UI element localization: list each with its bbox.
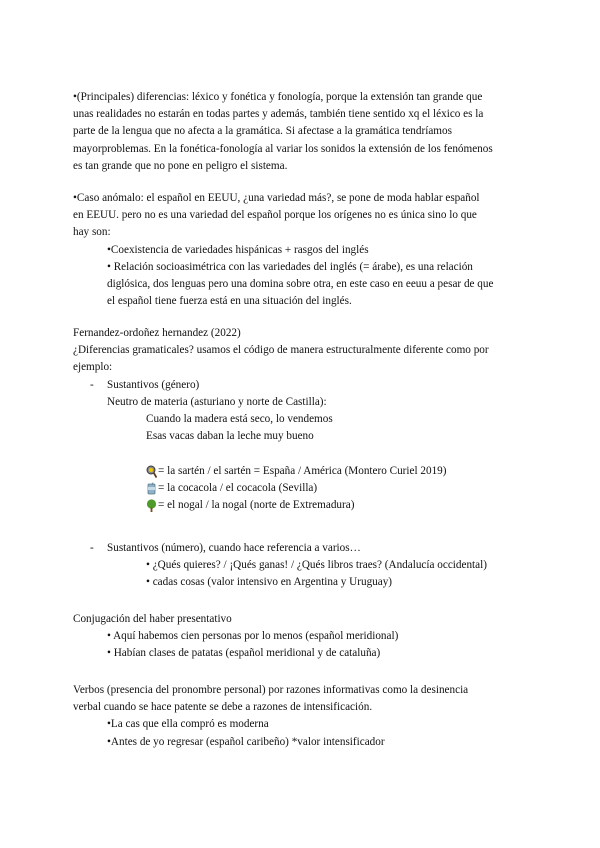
verbos-line: verbal cuando se hace patente se debe a razones de intensificación. xyxy=(73,701,373,714)
numero-bullet: • ¿Qués quieres? / ¡Qués ganas! / ¿Qués libros traes? (Andalucía occidental) xyxy=(146,559,487,572)
intro-line: •(Principales) diferencias: léxico y fonética y fonología, porque la extensión tan grande que xyxy=(73,91,483,103)
caso-line: hay son: xyxy=(73,226,111,239)
dash-item-numero xyxy=(73,540,527,557)
question-line: ejemplo: xyxy=(73,361,113,374)
frying-pan-icon xyxy=(146,465,157,478)
intro-line: parte de la lengua que no afecta a la gramática. Si afectase a la gramática tendríamos xyxy=(73,125,452,138)
numero-bullet: • cadas cosas (valor intensivo en Argentina y Uruguay) xyxy=(146,576,393,589)
tree-icon xyxy=(146,499,157,512)
cola-can-icon xyxy=(146,482,157,495)
verbos-line: Verbos (presencia del pronombre personal) por razones informativas como la desinencia xyxy=(73,684,469,696)
sustantivos-numero: Sustantivos (número), cuando hace referencia a varios… xyxy=(107,542,361,554)
caso-bullet-relacion xyxy=(107,259,527,311)
intro-line: es tan grande que no pone en peligro el sistema. xyxy=(73,159,288,172)
caso-bullet-coexistencia: •Coexistencia de variedades hispánicas + rasgos del inglés xyxy=(107,243,369,256)
caso-bullet-line: el español tiene fuerza está en una situación del inglés. xyxy=(107,295,352,308)
example-cocacola xyxy=(146,480,527,497)
example-nogal xyxy=(146,497,527,514)
dash-marker: - xyxy=(90,542,94,554)
neutro-materia: Neutro de materia (asturiano y norte de Castilla): xyxy=(107,395,327,408)
conjugacion-section xyxy=(73,611,527,663)
reference-section xyxy=(73,325,527,514)
verbos-bullet: •La cas que ella compró es moderna xyxy=(107,718,269,731)
caso-line: en EEUU. pero no es una variedad del español porque los orígenes no es única sino lo que xyxy=(73,209,477,222)
caso-line: •Caso anómalo: el español en EEUU, ¿una variedad más?, se pone de moda hablar español xyxy=(73,192,480,204)
sustantivos-genero: Sustantivos (género) xyxy=(107,378,200,391)
conjugacion-bullet: • Habían clases de patatas (español meridional y de cataluña) xyxy=(107,647,381,660)
verbos-section xyxy=(73,682,527,751)
intro-paragraph xyxy=(73,89,527,175)
caso-bullet-line: • Relación socioasimétrica con las variedades del inglés (= árabe), es una relación xyxy=(107,260,473,273)
example-sarten xyxy=(146,463,527,480)
reference-title: Fernandez-ordoñez hernandez (2022) xyxy=(73,327,241,339)
example-sarten-text: = la sartén / el sartén = España / América (Montero Curiel 2019) xyxy=(158,464,447,477)
conjugacion-title: Conjugación del haber presentativo xyxy=(73,613,232,625)
dash-marker: - xyxy=(90,378,94,391)
conjugacion-bullet: • Aquí habemos cien personas por lo menos (español meridional) xyxy=(107,630,399,643)
caso-anomalo-section xyxy=(73,190,527,310)
dash-item-genero xyxy=(73,377,527,394)
example-cocacola-text: = la cocacola / el cocacola (Sevilla) xyxy=(158,481,318,494)
example-sentence: Esas vacas daban la leche muy bueno xyxy=(146,430,314,443)
verbos-bullet: •Antes de yo regresar (español caribeño) *valor intensificador xyxy=(107,735,385,748)
intro-line: mayorproblemas. En la fonética-fonología al variar los sonidos la extensión de los fenómenos xyxy=(73,142,493,155)
numero-section xyxy=(73,540,527,592)
example-nogal-text: = el nogal / la nogal (norte de Extremadura) xyxy=(158,499,355,512)
question-line: ¿Diferencias gramaticales? usamos el código de manera estructuralmente diferente como por xyxy=(73,344,489,357)
example-sentence: Cuando la madera está seco, lo vendemos xyxy=(146,413,333,426)
caso-bullet-line: diglósica, dos lenguas pero una domina sobre otra, en este caso en eeuu a pesar de que xyxy=(107,278,494,291)
intro-line: unas realidades no estarán en todas partes y además, también tiene sentido xq el léxico es la xyxy=(73,108,484,121)
